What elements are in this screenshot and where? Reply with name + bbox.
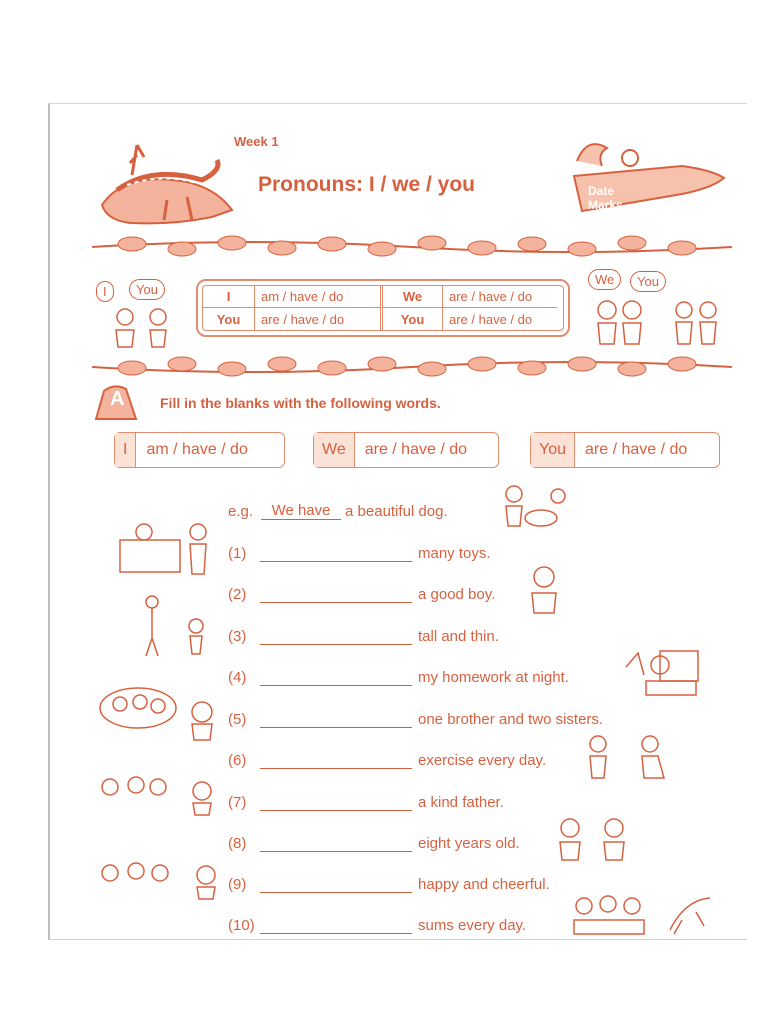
example-row bbox=[228, 498, 448, 520]
kids-dog-illustration bbox=[496, 482, 576, 534]
answer-blank[interactable] bbox=[260, 671, 412, 686]
question-text: a good boy. bbox=[418, 586, 496, 603]
question-row bbox=[228, 581, 495, 603]
word-box-verbs: am / have / do bbox=[146, 441, 248, 458]
question-number: (3) bbox=[228, 628, 247, 645]
leaf-vine-divider-bottom bbox=[92, 352, 732, 382]
question-row bbox=[228, 789, 504, 811]
question-number: (5) bbox=[228, 711, 247, 728]
kids-illustration-left bbox=[108, 305, 178, 350]
family-illustration bbox=[98, 684, 220, 742]
ref-cell: am / have / do bbox=[255, 286, 383, 308]
question-number: (10) bbox=[228, 917, 255, 934]
word-box-verbs: are / have / do bbox=[364, 441, 468, 458]
question-number: (4) bbox=[228, 669, 247, 686]
kids-toys-illustration bbox=[114, 518, 214, 578]
question-text: exercise every day. bbox=[418, 752, 547, 769]
question-row bbox=[228, 912, 526, 934]
question-text: eight years old. bbox=[418, 835, 520, 852]
bubble-you-left: You bbox=[129, 279, 165, 300]
answer-blank[interactable] bbox=[260, 878, 412, 893]
bubble-we: We bbox=[588, 269, 621, 290]
exercise-illustration bbox=[582, 732, 674, 782]
tall-thin-illustration bbox=[138, 594, 218, 658]
question-text: sums every day. bbox=[418, 917, 527, 934]
boy-illustration bbox=[524, 563, 564, 615]
answer-blank[interactable] bbox=[260, 754, 412, 769]
question-number: (8) bbox=[228, 835, 247, 852]
question-text: one brother and two sisters. bbox=[418, 711, 604, 728]
marks-label: Marks bbox=[588, 198, 623, 212]
answer-blank[interactable] bbox=[260, 630, 412, 645]
lizard-illustration bbox=[92, 135, 242, 230]
question-number: (6) bbox=[228, 752, 247, 769]
father-illustration bbox=[96, 773, 218, 817]
question-row bbox=[228, 623, 499, 645]
ref-cell: are / have / do bbox=[443, 286, 557, 308]
section-letter: A bbox=[110, 388, 125, 410]
section-instruction: Fill in the blanks with the following words. bbox=[160, 395, 441, 411]
ref-cell: You bbox=[383, 308, 443, 330]
bubble-you-right: You bbox=[630, 271, 666, 292]
question-number: (1) bbox=[228, 545, 247, 562]
answer-blank[interactable] bbox=[260, 796, 412, 811]
kids-illustration-right bbox=[592, 296, 722, 348]
ref-cell: are / have / do bbox=[449, 311, 533, 327]
ref-cell: I bbox=[203, 286, 255, 308]
example-answer: We have bbox=[261, 502, 341, 520]
answer-blank[interactable] bbox=[260, 713, 412, 728]
word-box-verbs: are / have / do bbox=[585, 441, 688, 458]
question-text: happy and cheerful. bbox=[418, 876, 550, 893]
question-row bbox=[228, 706, 603, 728]
bubble-i: I bbox=[96, 281, 114, 302]
question-number: (9) bbox=[228, 876, 247, 893]
kids-eight-illustration bbox=[554, 814, 634, 864]
question-row bbox=[228, 664, 569, 686]
question-row bbox=[228, 540, 491, 562]
word-box-we bbox=[313, 432, 499, 468]
question-text: my homework at night. bbox=[418, 669, 569, 686]
question-text: tall and thin. bbox=[418, 628, 499, 645]
ref-cell: are / have / do bbox=[255, 308, 383, 330]
answer-blank[interactable] bbox=[260, 837, 412, 852]
sums-illustration bbox=[570, 890, 720, 940]
question-text: many toys. bbox=[418, 545, 491, 562]
question-row bbox=[228, 871, 550, 893]
example-text: a beautiful dog. bbox=[345, 503, 448, 520]
pronoun-reference-table bbox=[196, 279, 570, 337]
page-title: Pronouns: I / we / you bbox=[258, 173, 476, 196]
answer-blank[interactable] bbox=[260, 588, 412, 603]
word-box-pronoun: We bbox=[314, 433, 355, 467]
answer-blank[interactable] bbox=[260, 547, 412, 562]
word-box-pronoun: You bbox=[531, 433, 575, 467]
ref-cell: You bbox=[203, 308, 255, 330]
question-number: (7) bbox=[228, 794, 247, 811]
word-box-you bbox=[530, 432, 720, 468]
question-row bbox=[228, 747, 546, 769]
happy-kids-illustration bbox=[96, 857, 220, 901]
word-box-pronoun: I bbox=[115, 433, 136, 467]
question-text: a kind father. bbox=[418, 794, 504, 811]
leaf-vine-divider-top bbox=[92, 232, 732, 262]
ref-cell: We bbox=[383, 286, 443, 308]
word-box-i bbox=[114, 432, 285, 468]
date-marks-text bbox=[588, 184, 623, 212]
question-number: (2) bbox=[228, 586, 247, 603]
date-marks-sign bbox=[562, 136, 732, 226]
answer-blank[interactable] bbox=[260, 919, 412, 934]
homework-illustration bbox=[620, 645, 704, 701]
week-label: Week 1 bbox=[234, 134, 279, 149]
question-row bbox=[228, 830, 520, 852]
example-prefix: e.g. bbox=[228, 503, 254, 520]
date-label: Date bbox=[588, 184, 615, 198]
